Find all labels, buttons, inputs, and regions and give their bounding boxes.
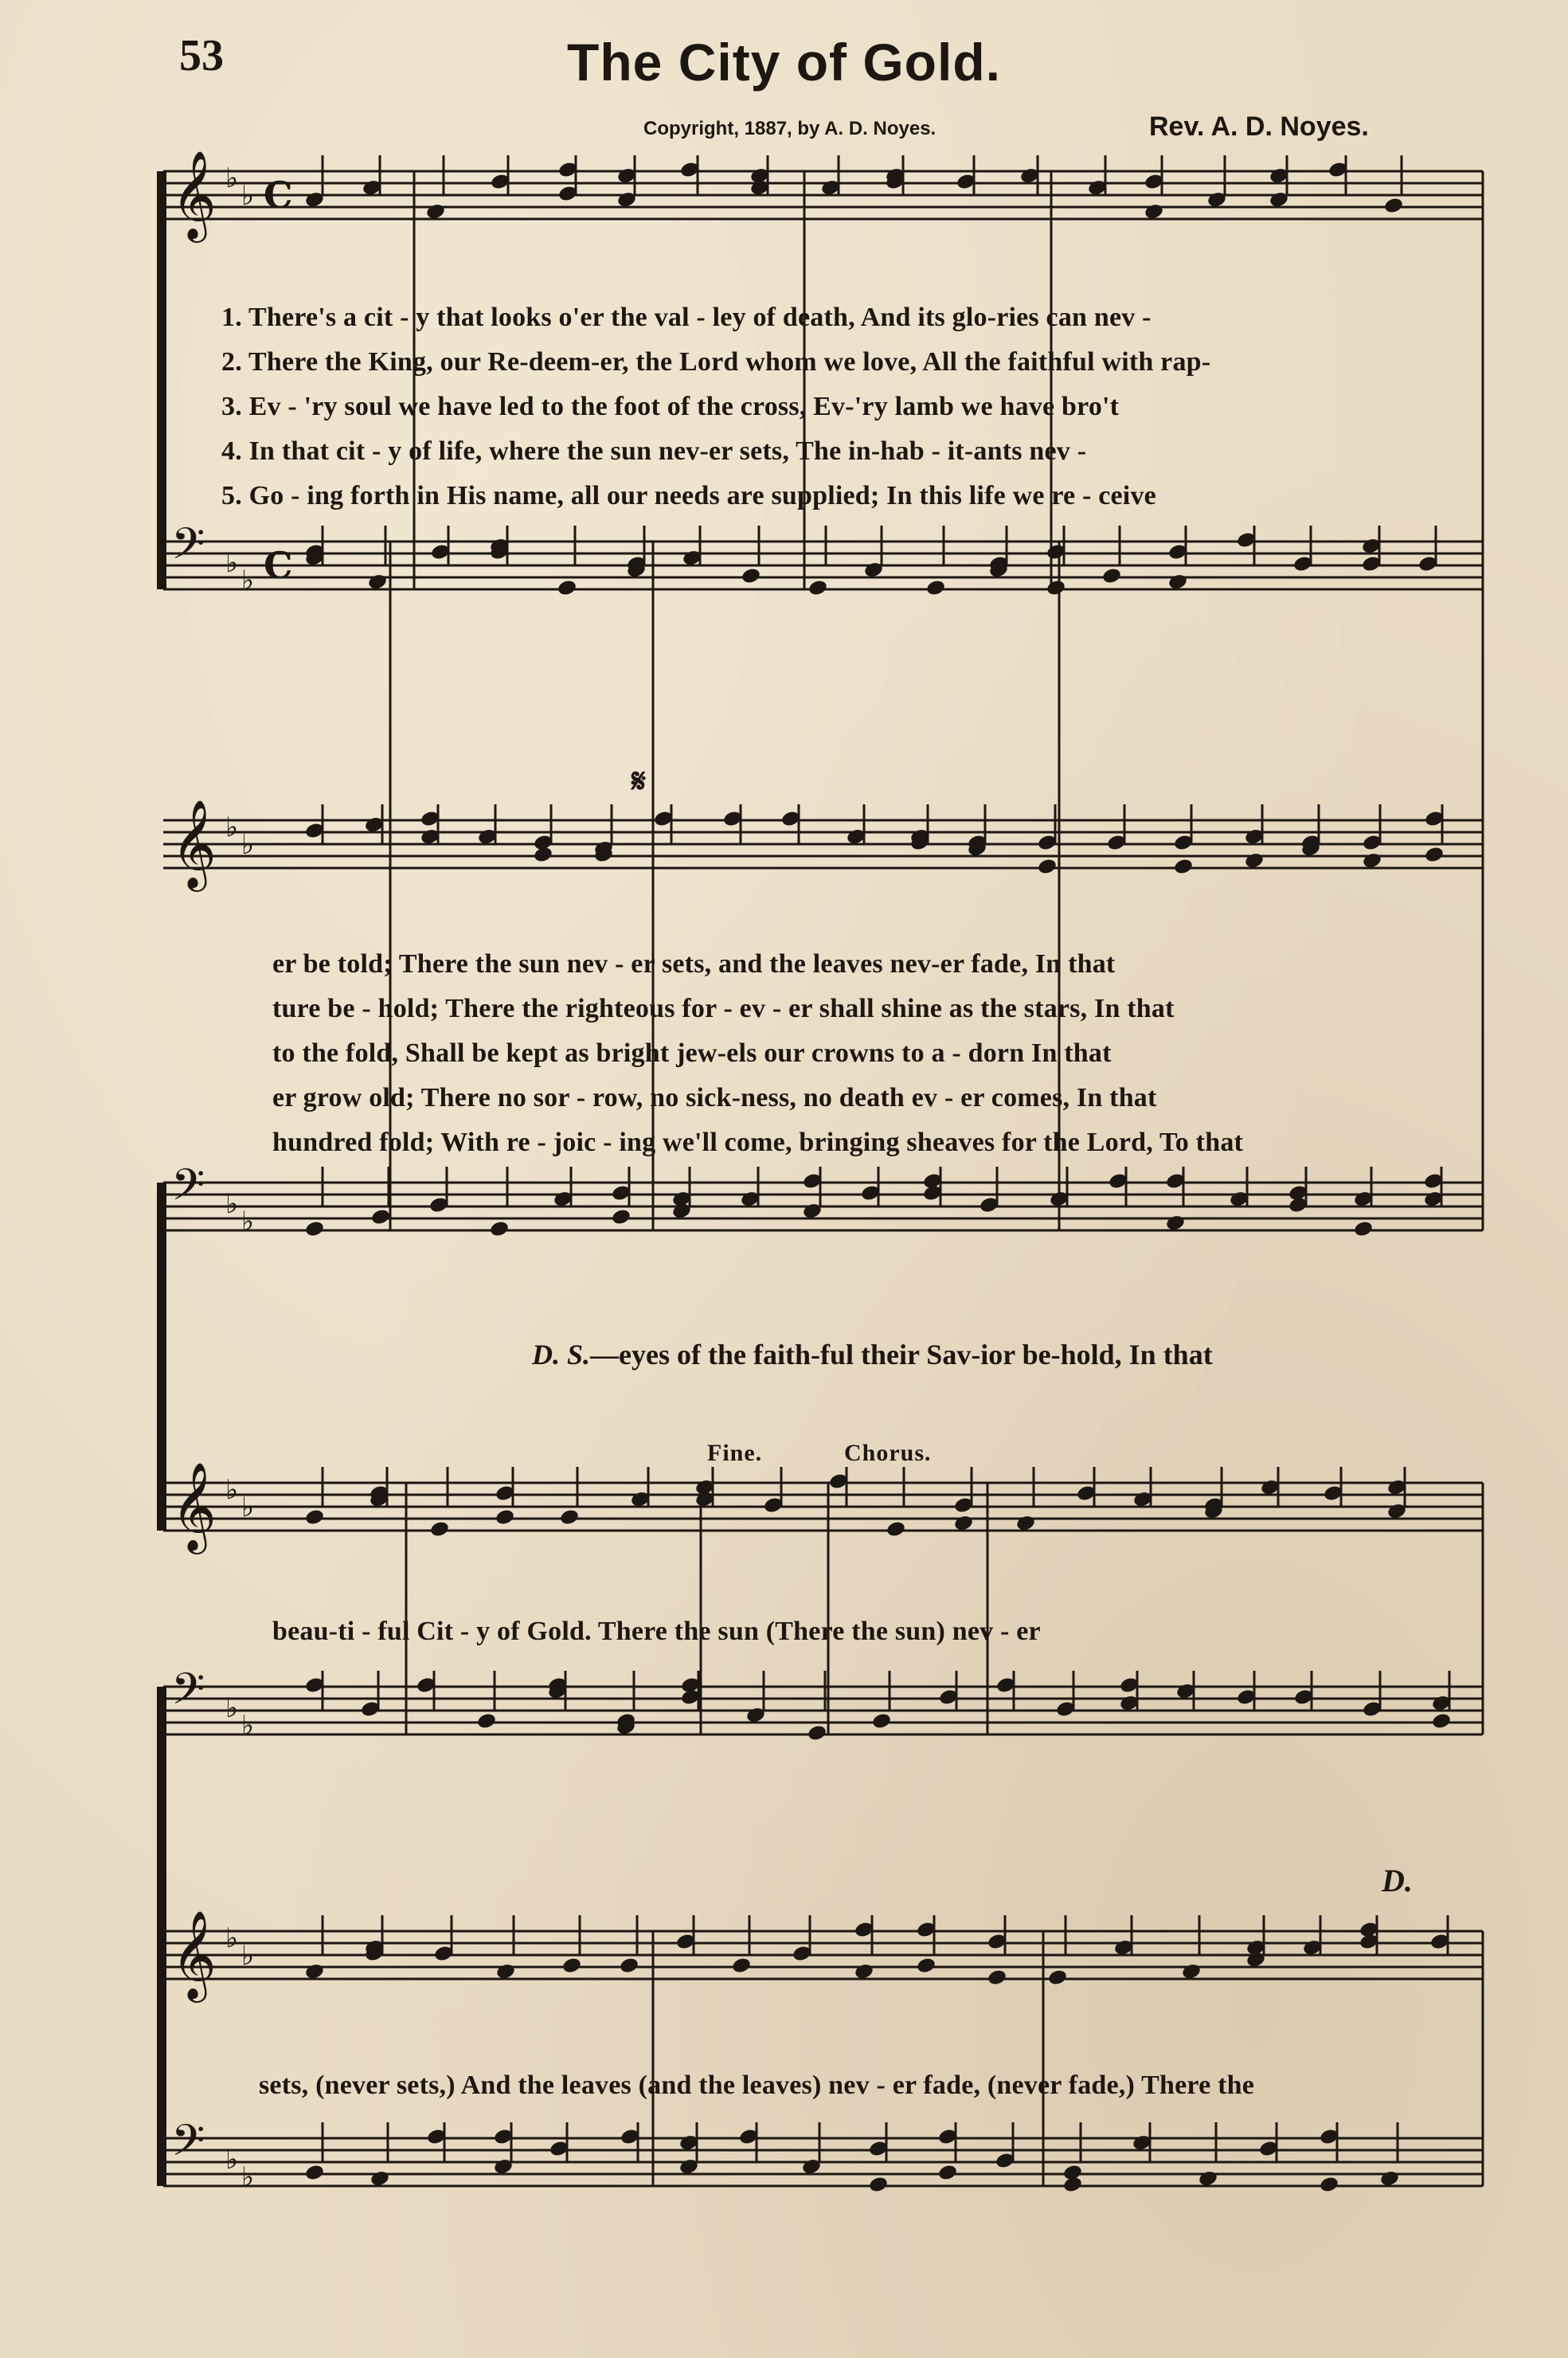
page-number: 53 (179, 31, 224, 80)
svg-text:♭: ♭ (225, 1692, 239, 1724)
note-head (953, 1514, 974, 1532)
svg-text:♭: ♭ (241, 180, 255, 212)
note-head (1101, 567, 1122, 585)
ds-text: —eyes of the faith-ful their Sav-ior be-hold, In that (590, 1339, 1213, 1371)
verse-cont-4: er grow old; There no sor - row, no sick-ness, no death ev - er comes, In that (272, 1083, 1157, 1113)
note-head (987, 1969, 1007, 1987)
note-head (807, 1724, 827, 1742)
svg-text:♭: ♭ (241, 1492, 255, 1523)
note-head (1167, 573, 1188, 591)
svg-text:♭: ♭ (225, 1474, 239, 1506)
note-head (871, 1712, 892, 1730)
svg-text:𝄢: 𝄢 (171, 2115, 205, 2176)
note-head (886, 1520, 906, 1539)
hymn-title: The City of Gold. (567, 33, 1001, 92)
d-marking: D. (1382, 1863, 1413, 1899)
note-head (425, 202, 446, 221)
note-head (1046, 579, 1066, 597)
note-head (476, 1712, 497, 1730)
svg-text:𝄢: 𝄢 (171, 518, 205, 580)
chorus-marking: Chorus. (844, 1440, 932, 1466)
svg-text:♭: ♭ (225, 1922, 239, 1954)
note-head (367, 573, 388, 591)
svg-text:C: C (264, 174, 293, 217)
svg-text:𝄢: 𝄢 (171, 1159, 205, 1221)
note-head (559, 1508, 580, 1527)
note-head (741, 567, 761, 585)
note-head (495, 1962, 516, 1981)
note-head (1181, 1962, 1202, 1981)
verse-cont-1: er be told; There the sun nev - er sets, and the leaves nev-er fade, In that (272, 949, 1116, 979)
note-head (495, 1508, 515, 1527)
note-head (1165, 1214, 1186, 1232)
note-head (854, 1962, 874, 1981)
note-head (370, 2169, 390, 2188)
note-head (304, 1220, 325, 1238)
note-head (619, 1957, 639, 1975)
note-head (731, 1957, 752, 1975)
verse-line-2: 2. There the King, our Re-deem-er, the Lord whom we love, All the faithful with rap- (221, 347, 1211, 377)
note-head (1173, 858, 1194, 876)
note-head (1062, 2176, 1083, 2194)
note-head (916, 1957, 936, 1975)
chorus-lyric-line-2: sets, (never sets,) And the leaves (and the leaves) nev - er fade, (never fade,) There the (259, 2071, 1254, 2100)
verse-cont-3: to the fold, Shall be kept as bright jew-els our crowns to a - dorn In that (272, 1038, 1112, 1068)
svg-text:♭: ♭ (225, 811, 239, 843)
svg-text:♭: ♭ (225, 547, 239, 579)
svg-text:♭: ♭ (225, 2144, 239, 2176)
svg-text:♭: ♭ (241, 1710, 255, 1742)
note-head (1015, 1514, 1036, 1532)
chorus-lyric-line-1: beau-ti - ful Cit - y of Gold. There the sun (There the sun) nev - er (272, 1617, 1041, 1646)
note-head (1383, 197, 1404, 215)
note-head (1319, 2176, 1339, 2194)
svg-text:♭: ♭ (225, 162, 239, 194)
note-head (370, 1208, 391, 1226)
note-head (1424, 846, 1445, 864)
fine-marking: Fine. (707, 1440, 763, 1466)
note-head (1244, 851, 1265, 870)
note-head (1198, 2169, 1218, 2188)
verse-cont-5: hundred fold; With re - joic - ing we'll come, bringing sheaves for the Lord, To that (272, 1128, 1244, 1157)
note-head (557, 579, 577, 597)
note-head (1353, 1220, 1374, 1238)
verse-line-4: 4. In that cit - y of life, where the sun nev-er sets, The in-hab - it-ants nev - (221, 436, 1087, 466)
svg-text:♭: ♭ (241, 565, 255, 596)
note-head (807, 579, 828, 597)
copyright-line: Copyright, 1887, by A. D. Noyes. (643, 118, 936, 139)
svg-text:𝄞: 𝄞 (171, 1461, 217, 1550)
note-head (1144, 202, 1164, 221)
note-head (925, 579, 946, 597)
note-head (1431, 1712, 1452, 1730)
verse-line-5: 5. Go - ing forth in His name, all our needs are supplied; In this life we re - ceive (221, 481, 1156, 510)
note-head (937, 2164, 958, 2182)
verse-cont-2: ture be - hold; There the righteous for - ev - er shall shine as the stars, In that (272, 994, 1175, 1023)
svg-text:♭: ♭ (241, 829, 255, 861)
note-head (304, 2164, 325, 2182)
svg-text:𝄞: 𝄞 (171, 150, 217, 239)
svg-text:♭: ♭ (241, 1206, 255, 1238)
svg-text:C: C (264, 544, 293, 587)
note-head (561, 1957, 582, 1975)
verse-line-3: 3. Ev - 'ry soul we have led to the foot of the cross, Ev-'ry lamb we have bro't (221, 392, 1120, 421)
note-head (533, 846, 553, 864)
note-head (868, 2176, 889, 2194)
note-head (429, 1520, 450, 1539)
ds-label: D. S. (532, 1339, 591, 1371)
svg-text:♭: ♭ (241, 2161, 255, 2193)
note-head (1047, 1969, 1068, 1987)
svg-text:𝄢: 𝄢 (171, 1664, 205, 1725)
segno-sign: 𝄋 (632, 764, 647, 800)
svg-text:♭: ♭ (225, 1188, 239, 1220)
note-head (304, 1962, 325, 1981)
note-head (304, 1508, 325, 1527)
note-head (1037, 858, 1058, 876)
svg-text:𝄞: 𝄞 (171, 1910, 217, 1999)
author-credit: Rev. A. D. Noyes. (1149, 111, 1369, 142)
note-head (1362, 851, 1382, 870)
svg-text:♭: ♭ (241, 1940, 255, 1972)
note-head (489, 1220, 510, 1238)
note-head (1379, 2169, 1400, 2188)
svg-text:𝄞: 𝄞 (171, 799, 217, 888)
note-head (611, 1208, 632, 1226)
verse-line-1: 1. There's a cit - y that looks o'er the val - ley of death, And its glo-ries can nev - (221, 303, 1152, 332)
ds-line (532, 1338, 1213, 1371)
